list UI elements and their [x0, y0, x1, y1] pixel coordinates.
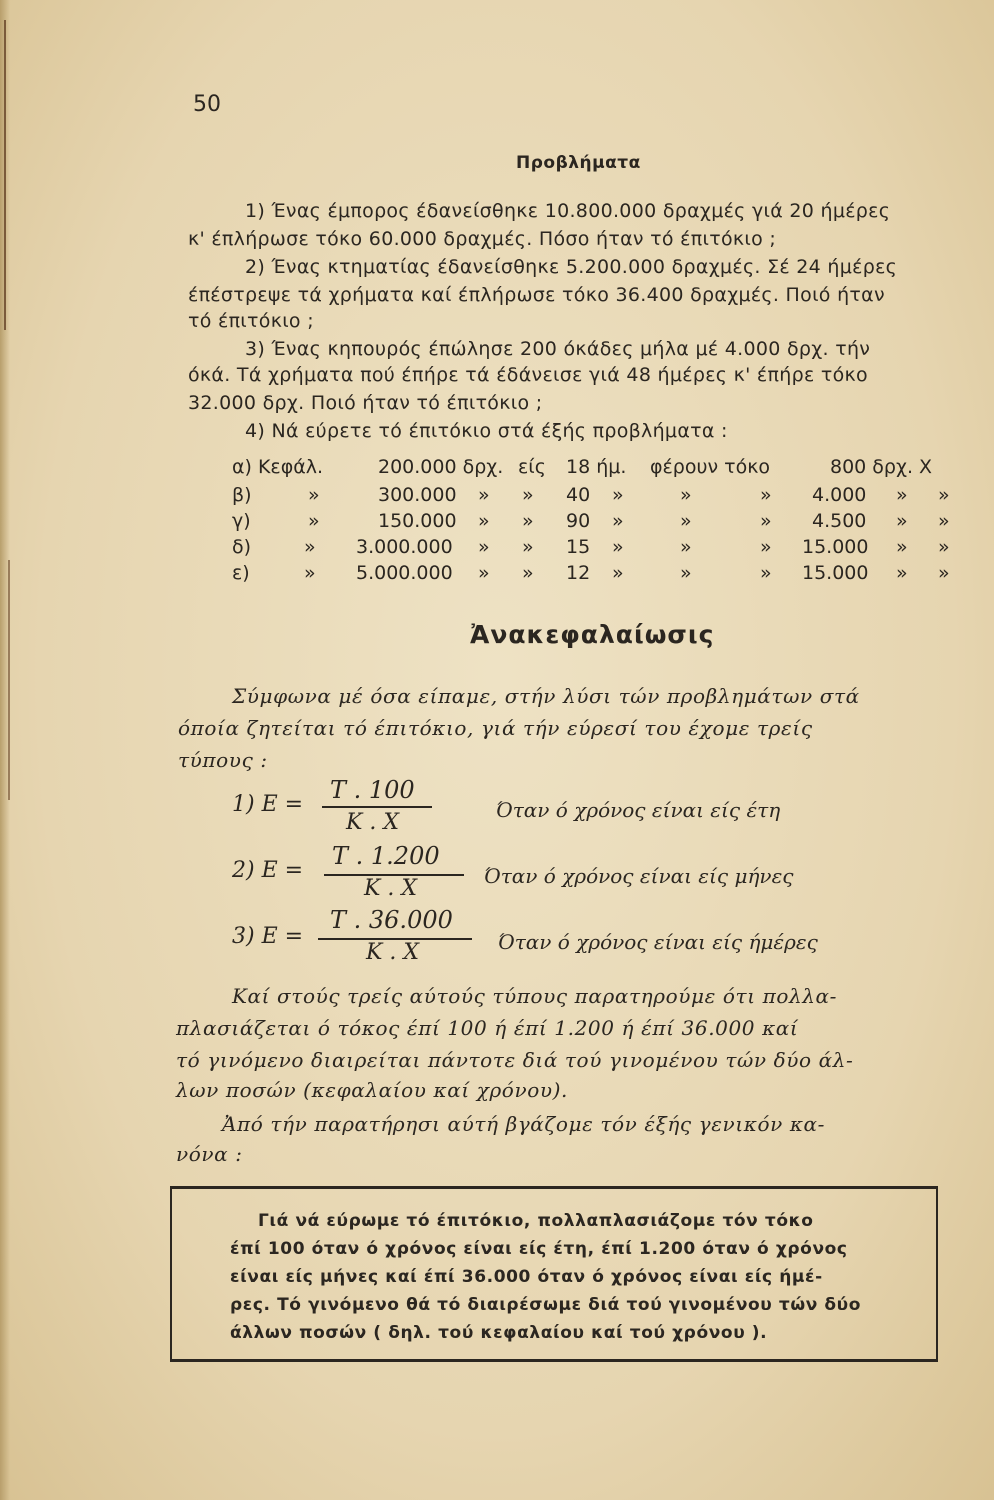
formula-1: [0, 776, 994, 836]
row-label: ε): [232, 562, 250, 584]
problem-4-intro: 4) Νά εύρετε τό έπιτόκιο στά έξής προβλήματα :: [245, 420, 728, 442]
rule-line-5: άλλων ποσών ( δηλ. τού κεφαλαίου καί τού χρόνου ).: [230, 1323, 768, 1343]
observation-line-3: τό γινόμενο διαιρείται πάντοτε διά τού γινομένου τών δύο άλ-: [176, 1048, 854, 1072]
ditto-mark: »: [478, 536, 490, 558]
ditto-mark: »: [938, 562, 950, 584]
formula-numerator: T . 36.000: [330, 906, 453, 934]
problem-4-row-a: [0, 456, 994, 482]
ditto-mark: »: [680, 536, 692, 558]
ditto-mark: »: [760, 484, 772, 506]
row-capital: 300.000: [378, 484, 457, 506]
ditto-mark: »: [522, 484, 534, 506]
row-label: α) Κεφάλ.: [232, 456, 324, 478]
formula-label: 1) E =: [232, 792, 304, 817]
ditto-mark: »: [304, 536, 316, 558]
row-days: 90: [566, 510, 591, 532]
formula-2: [0, 842, 994, 902]
ditto-mark: »: [680, 510, 692, 532]
row-capital: 150.000: [378, 510, 457, 532]
problem-4-row-c: [0, 510, 994, 536]
rule-line-1: Γιά νά εύρωμε τό έπιτόκιο, πολλαπλασιάζομε τόν τόκο: [258, 1211, 814, 1231]
ditto-mark: »: [896, 536, 908, 558]
problem-2-line-1: 2) Ένας κτηματίας έδανείσθηκε 5.200.000 δραχμές. Σέ 24 ήμέρες: [245, 256, 898, 278]
ditto-mark: »: [680, 484, 692, 506]
ditto-mark: »: [938, 510, 950, 532]
formula-condition: Όταν ό χρόνος είναι είς ήμέρες: [498, 930, 818, 954]
rule-line-2: έπί 100 όταν ό χρόνος είναι είς έτη, έπί 1.200 όταν ό χρόνος: [230, 1239, 848, 1259]
ditto-mark: »: [896, 562, 908, 584]
problem-1-line-2: κ' έπλήρωσε τόκο 60.000 δραχμές. Πόσο ήταν τό έπιτόκιο ;: [188, 228, 777, 250]
row-label: γ): [232, 510, 251, 532]
observation-line-2: πλασιάζεται ό τόκος έπί 100 ή έπί 1.200 ή έπί 36.000 καί: [176, 1016, 799, 1040]
page-number: 50: [193, 92, 221, 117]
rule-line-3: είναι είς μήνες καί έπί 36.000 όταν ό χρόνος είναι είς ήμέ-: [230, 1267, 823, 1287]
row-capital: 200.000 δρχ.: [378, 456, 504, 478]
ditto-mark: »: [304, 562, 316, 584]
ditto-mark: »: [760, 536, 772, 558]
formula-label: 2) E =: [232, 858, 304, 883]
observation-line-1: Καί στούς τρείς αύτούς τύπους παρατηρούμε ότι πολλα-: [232, 984, 837, 1008]
row-interest: 15.000: [802, 562, 869, 584]
ditto-mark: »: [522, 536, 534, 558]
ditto-mark: »: [612, 562, 624, 584]
section-title: Προβλήματα: [516, 153, 641, 173]
rule-box: [170, 1186, 938, 1362]
formula-denominator: K . X: [366, 940, 420, 965]
ditto-mark: »: [680, 562, 692, 584]
problem-2-line-3: τό έπιτόκιο ;: [188, 310, 314, 332]
summary-heading: Ἀνακεφαλαίωσις: [470, 620, 715, 649]
row-label: β): [232, 484, 252, 506]
formula-3: [0, 906, 994, 968]
margin-pencil-mark: [8, 560, 10, 800]
formula-condition: Όταν ό χρόνος είναι είς έτη: [496, 798, 781, 822]
row-days: 40: [566, 484, 591, 506]
observation-line-4: λων ποσών (κεφαλαίου καί χρόνου).: [176, 1078, 568, 1102]
problem-3-line-2: όκά. Τά χρήματα πού έπήρε τά έδάνεισε γιά 48 ήμέρες κ' έπήρε τόκο: [188, 364, 868, 386]
formula-condition: Όταν ό χρόνος είναι είς μήνες: [484, 864, 794, 888]
row-word-eis: είς: [518, 456, 546, 478]
fraction-bar: [322, 806, 432, 808]
ditto-mark: »: [522, 562, 534, 584]
ditto-mark: »: [938, 536, 950, 558]
row-days: 15: [566, 536, 591, 558]
ditto-mark: »: [896, 510, 908, 532]
ditto-mark: »: [478, 484, 490, 506]
row-days: 18 ήμ.: [566, 456, 627, 478]
ditto-mark: »: [760, 562, 772, 584]
problem-1-line-1: 1) Ένας έμπορος έδανείσθηκε 10.800.000 δραχμές γιά 20 ήμέρες: [245, 200, 891, 222]
ditto-mark: »: [308, 484, 320, 506]
formula-denominator: K . X: [346, 810, 400, 835]
formula-numerator: T . 1.200: [332, 842, 440, 870]
ditto-mark: »: [896, 484, 908, 506]
formula-denominator: K . X: [364, 876, 418, 901]
ditto-mark: »: [612, 510, 624, 532]
problem-4-row-e: [0, 562, 994, 588]
formula-label: 3) E =: [232, 924, 304, 949]
ditto-mark: »: [612, 536, 624, 558]
problem-4-row-d: [0, 536, 994, 562]
row-days: 12: [566, 562, 591, 584]
row-interest: 800 δρχ. Χ: [830, 456, 933, 478]
ditto-mark: »: [760, 510, 772, 532]
problem-4-row-b: [0, 484, 994, 510]
row-capital: 5.000.000: [356, 562, 453, 584]
problem-3-line-3: 32.000 δρχ. Ποιό ήταν τό έπιτόκιο ;: [188, 392, 543, 414]
ditto-mark: »: [522, 510, 534, 532]
derivation-line-2: νόνα :: [176, 1142, 243, 1166]
summary-intro-line-1: Σύμφωνα μέ όσα είπαμε, στήν λύσι τών προβλημάτων στά: [232, 684, 860, 708]
formula-numerator: T . 100: [330, 776, 415, 804]
margin-pencil-mark: [4, 20, 6, 330]
ditto-mark: »: [938, 484, 950, 506]
rule-line-4: ρες. Τό γινόμενο θά τό διαιρέσωμε διά τού γινομένου τών δύο: [230, 1295, 862, 1315]
row-word-ferei: φέρουν τόκο: [650, 456, 771, 478]
row-label: δ): [232, 536, 252, 558]
ditto-mark: »: [612, 484, 624, 506]
ditto-mark: »: [478, 510, 490, 532]
summary-intro-line-3: τύπους :: [178, 748, 268, 772]
derivation-line-1: Ἀπό τήν παρατήρησι αύτή βγάζομε τόν έξής γενικόν κα-: [222, 1112, 826, 1136]
row-interest: 4.500: [812, 510, 867, 532]
problem-2-line-2: έπέστρεψε τά χρήματα καί έπλήρωσε τόκο 36.400 δραχμές. Ποιό ήταν: [188, 284, 885, 306]
row-capital: 3.000.000: [356, 536, 453, 558]
row-interest: 4.000: [812, 484, 867, 506]
row-interest: 15.000: [802, 536, 869, 558]
ditto-mark: »: [308, 510, 320, 532]
problem-3-line-1: 3) Ένας κηπουρός έπώλησε 200 όκάδες μήλα μέ 4.000 δρχ. τήν: [245, 338, 871, 360]
ditto-mark: »: [478, 562, 490, 584]
summary-intro-line-2: όποία ζητείται τό έπιτόκιο, γιά τήν εύρεσί του έχομε τρείς: [178, 716, 813, 740]
